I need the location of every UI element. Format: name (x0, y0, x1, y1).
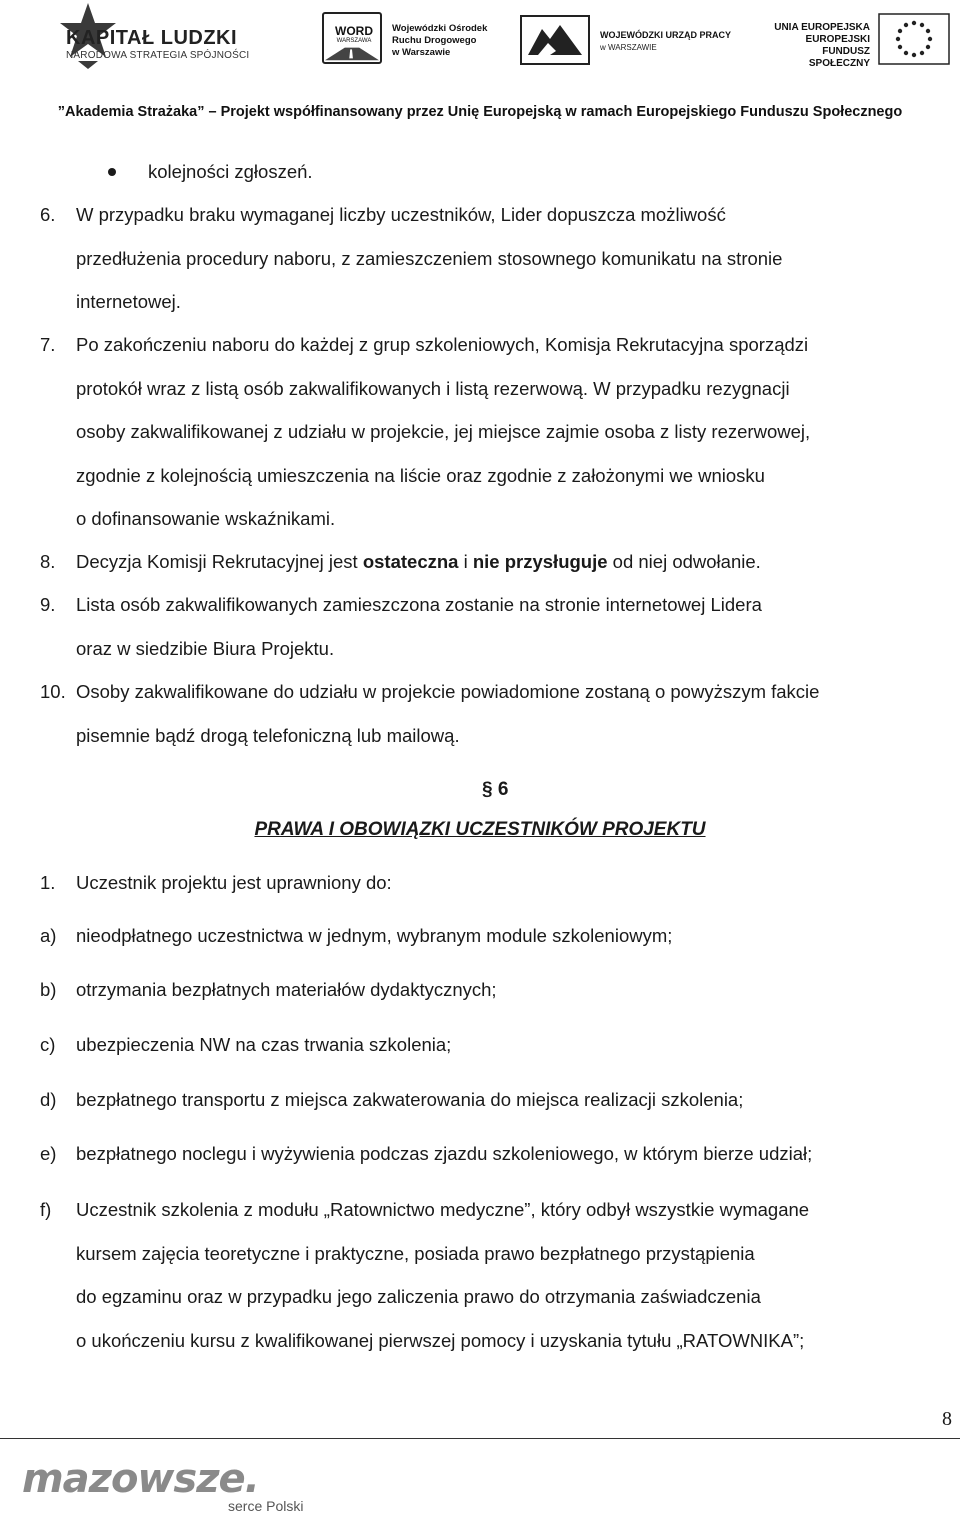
section-title: PRAWA I OBOWIĄZKI UCZESTNIKÓW PROJEKTU (254, 819, 706, 840)
word-org-line1: Wojewódzki Ośrodek (392, 23, 488, 34)
item-10-number: 10. (40, 681, 66, 702)
item-b-text: otrzymania bezpłatnych materiałów dydaktycznych; (76, 979, 497, 1000)
section-symbol: § 6 (482, 779, 509, 800)
item-d-label: d) (40, 1089, 57, 1110)
item-7-number: 7. (40, 334, 56, 355)
item-6-line: przedłużenia procedury naboru, z zamieszczeniem stosownego komunikatu na stronie (76, 247, 783, 269)
item-9-line: oraz w siedzibie Biura Projektu. (76, 637, 335, 659)
item-8-text (76, 540, 954, 584)
item-a-text: nieodpłatnego uczestnictwa w jednym, wybranym module szkoleniowym; (76, 925, 673, 946)
eu-text (768, 22, 870, 70)
item-a-label: a) (40, 925, 57, 946)
eu-line2: EUROPEJSKI (805, 34, 870, 45)
item-8-mid: i (458, 551, 473, 572)
item-8-pre: Decyzja Komisji Rekrutacyjnej jest (76, 551, 363, 572)
wup-title: WOJEWÓDZKI URZĄD PRACY (600, 30, 731, 40)
eu-line1: UNIA EUROPEJSKA (774, 22, 870, 33)
eu-line3: FUNDUSZ SPOŁECZNY (808, 46, 870, 69)
item-8-number: 8. (40, 551, 56, 572)
word-org-name (392, 23, 487, 59)
item-1-text: Uczestnik projektu jest uprawniony do: (76, 872, 392, 893)
item-7-line: zgodnie z kolejnością umieszczenia na liście oraz zgodnie z założonymi we wniosku (76, 464, 765, 486)
page-header (0, 0, 960, 120)
item-10-text (76, 670, 954, 757)
item-9-text (76, 583, 954, 670)
road-icon (324, 44, 380, 62)
project-line: ”Akademia Strażaka” – Projekt współfinansowany przez Unię Europejską w ramach Europejskiego Funduszu Społecznego (57, 104, 903, 120)
item-6-line: W przypadku braku wymaganej liczby uczestników, Lider dopuszcza możliwość (76, 204, 726, 225)
item-7-line: Po zakończeniu naboru do każdej z grup szkoleniowych, Komisja Rekrutacyjna sporządzi (76, 334, 809, 355)
mazowsze-tagline: serce Polski (228, 1498, 304, 1514)
wup-subtitle: w WARSZAWIE (600, 43, 657, 52)
item-d-text: bezpłatnego transportu z miejsca zakwaterowania do miejsca realizacji szkolenia; (76, 1089, 744, 1110)
item-f-line: o ukończeniu kursu z kwalifikowanej pierwszej pomocy i uzyskania tytułu „RATOWNIKA”; (76, 1329, 805, 1351)
item-7-line: protokół wraz z listą osób zakwalifikowanych i listą rezerwową. W przypadku rezygnacji (76, 377, 790, 399)
item-6-text (76, 193, 954, 324)
item-6-number: 6. (40, 204, 56, 225)
word-logo-text: WORD (335, 24, 373, 38)
item-9-number: 9. (40, 594, 56, 615)
bullet-text: kolejności zgłoszeń. (148, 161, 313, 182)
item-8-post: od niej odwołanie. (607, 551, 761, 572)
item-1-number: 1. (40, 872, 56, 893)
item-c-text: ubezpieczenia NW na czas trwania szkolenia; (76, 1034, 452, 1055)
item-c-label: c) (40, 1034, 56, 1055)
item-7-line: osoby zakwalifikowanej z udziału w projekcie, jej miejsce zajmie osoba z listy rezerwowej, (76, 421, 811, 442)
item-f-label: f) (40, 1199, 52, 1220)
item-6-line: internetowej. (76, 291, 181, 312)
eu-flag-icon (878, 13, 950, 65)
word-logo-sub: WARSZAWA (336, 38, 372, 44)
item-8-bold-no-appeal: nie przysługuje (472, 551, 608, 572)
kapital-ludzki-title: KAPITAŁ LUDZKI (66, 27, 238, 49)
item-7-line: o dofinansowanie wskaźnikami. (76, 508, 336, 529)
kapital-ludzki-subtitle: NARODOWA STRATEGIA SPÓJNOŚCI (66, 50, 250, 61)
item-10-line: Osoby zakwalifikowane do udziału w projekcie powiadomione zostaną o powyższym fakcie (76, 681, 820, 702)
item-9-line: Lista osób zakwalifikowanych zamieszczona zostanie na stronie internetowej Lidera (76, 594, 762, 615)
item-f-line: Uczestnik szkolenia z modułu „Ratownictwo medyczne”, który odbył wszystkie wymagane (76, 1199, 810, 1220)
item-f-line: kursem zajęcia teoretyczne i praktyczne, posiada prawo bezpłatnego przystąpienia (76, 1242, 755, 1264)
item-8-bold-final: ostateczna (362, 551, 459, 572)
word-org-line2: Ruchu Drogowego (392, 35, 477, 46)
item-b-label: b) (40, 979, 57, 1000)
item-e-label: e) (40, 1143, 57, 1164)
bullet-dot (108, 168, 116, 176)
item-f-line: do egzaminu oraz w przypadku jego zaliczenia prawo do otrzymania zaświadczenia (76, 1286, 761, 1307)
word-logo (322, 12, 382, 64)
wup-logo (520, 15, 590, 65)
footer-divider (0, 1438, 960, 1439)
item-7-text (76, 323, 954, 541)
mazowsze-logo: mazowsze. (22, 1456, 259, 1502)
item-10-line: pisemnie bądź drogą telefoniczną lub mailową. (76, 724, 460, 746)
word-org-line3: w Warszawie (392, 47, 451, 58)
item-e-text: bezpłatnego noclegu i wyżywienia podczas zjazdu szkoleniowego, w którym bierze udział; (76, 1143, 813, 1164)
page-number: 8 (942, 1408, 952, 1430)
item-f-text (76, 1188, 954, 1362)
